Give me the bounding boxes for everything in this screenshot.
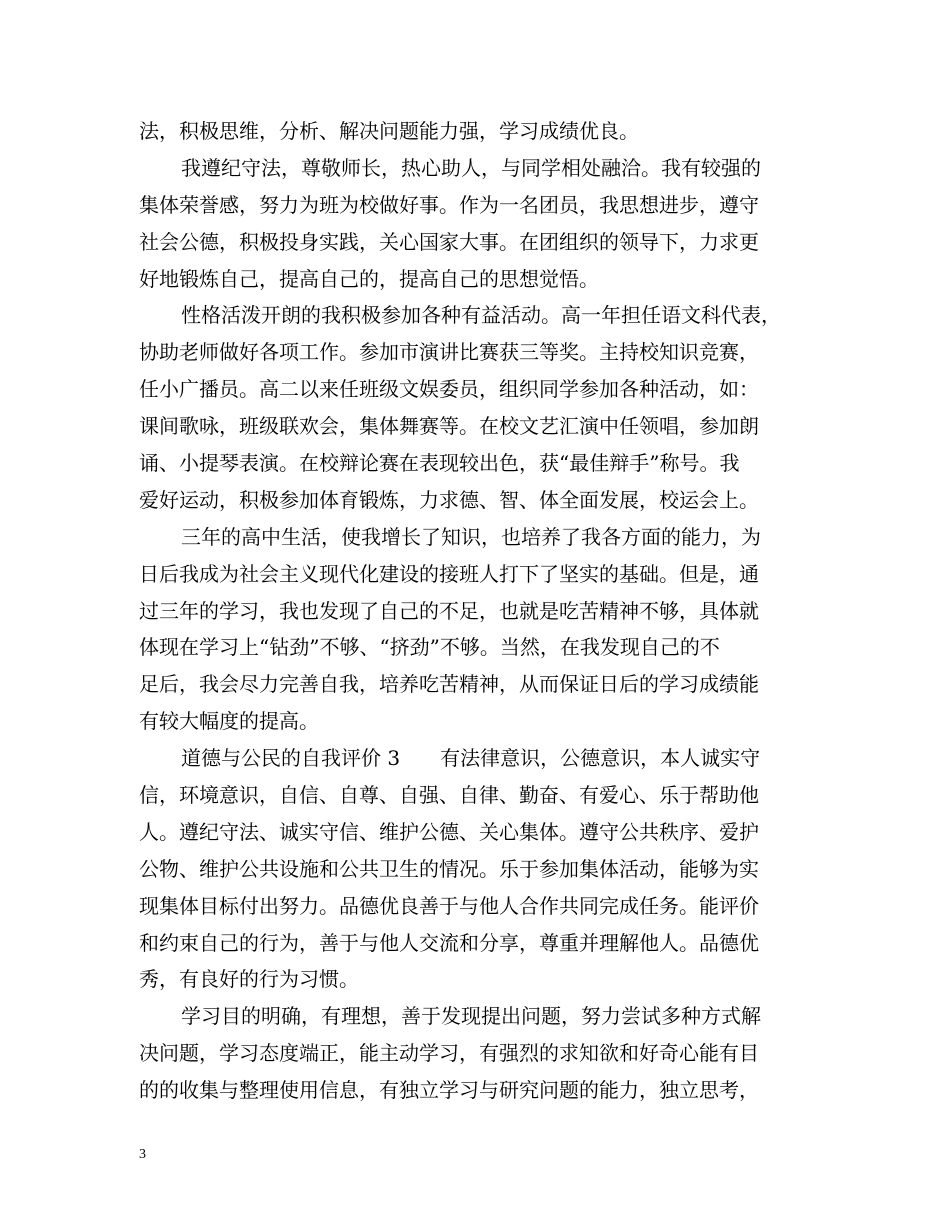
text-line: 现集体目标付出努力。品德优良善于与他人合作共同完成任务。能评价 [139, 893, 759, 918]
text-line: 我遵纪守法，尊敬师长，热心助人，与同学相处融洽。我有较强的 [181, 155, 761, 180]
text-line: 好地锻炼自己，提高自己的，提高自己的思想觉悟。 [139, 266, 599, 291]
text-line: 道德与公民的自我评价 3 有法律意识，公德意识，本人诚实守 [181, 746, 761, 771]
text-line: 人。遵纪守法、诚实守信、维护公德、关心集体。遵守公共秩序、爱护 [139, 819, 759, 844]
text-line: 信，环境意识，自信、自尊、自强、自律、勤奋、有爱心、乐于帮助他 [139, 783, 759, 808]
text-line: 决问题，学习态度端正，能主动学习，有强烈的求知欲和好奇心能有目 [139, 1041, 759, 1066]
text-line: 日后我成为社会主义现代化建设的接班人打下了坚实的基础。但是，通 [139, 561, 759, 586]
text-line: 有较大幅度的提高。 [139, 709, 319, 734]
text-line: 法，积极思维，分析、解决问题能力强，学习成绩优良。 [139, 119, 639, 143]
text-line: 秀，有良好的行为习惯。 [139, 967, 359, 992]
text-line: 学习目的明确，有理想，善于发现提出问题，努力尝试多种方式解 [181, 1004, 761, 1029]
text-line: 公物、维护公共设施和公共卫生的情况。乐于参加集体活动，能够为实 [139, 856, 759, 881]
page-number: 3 [139, 1147, 146, 1162]
text-line: 爱好运动，积极参加体育锻炼，力求德、智、体全面发展，校运会上。 [139, 487, 759, 512]
document-body [139, 113, 829, 1109]
text-line: 三年的高中生活，使我增长了知识，也培养了我各方面的能力，为 [181, 524, 761, 549]
text-line: 集体荣誉感，努力为班为校做好事。作为一名团员，我思想进步，遵守 [139, 192, 759, 217]
text-line: 过三年的学习，我也发现了自己的不足，也就是吃苦精神不够，具体就 [139, 598, 759, 623]
text-line: 协助老师做好各项工作。参加市演讲比赛获三等奖。主持校知识竞赛， [139, 340, 759, 365]
text-line: 和约束自己的行为，善于与他人交流和分享，尊重并理解他人。品德优 [139, 930, 759, 955]
text-line: 诵、小提琴表演。在校辩论赛在表现较出色，获“最佳辩手”称号。我 [139, 451, 740, 476]
text-line: 体现在学习上“钻劲”不够、“挤劲”不够。当然，在我发现自己的不 [139, 635, 720, 660]
text-line: 课间歌咏，班级联欢会，集体舞赛等。在校文艺汇演中任领唱，参加朗 [139, 414, 759, 439]
text-line: 足后，我会尽力完善自我，培养吃苦精神，从而保证日后的学习成绩能 [139, 672, 759, 697]
text-line: 性格活泼开朗的我积极参加各种有益活动。高一年担任语文科代表， [181, 303, 781, 328]
text-line: 任小广播员。高二以来任班级文娱委员，组织同学参加各种活动，如： [139, 377, 759, 402]
text-line: 的的收集与整理使用信息，有独立学习与研究问题的能力，独立思考， [139, 1078, 759, 1103]
text-line: 社会公德，积极投身实践，关心国家大事。在团组织的领导下，力求更 [139, 229, 759, 254]
